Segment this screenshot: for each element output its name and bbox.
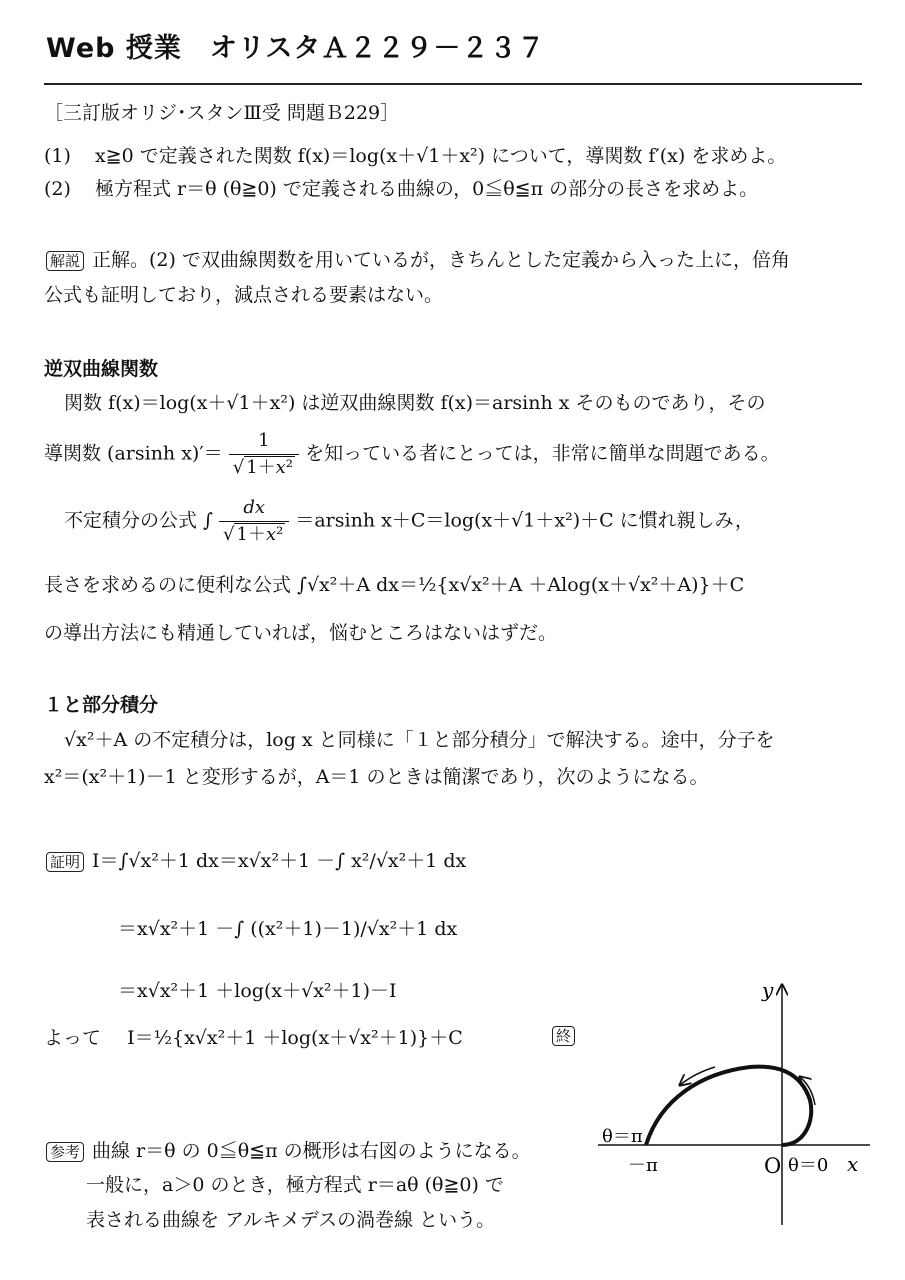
sec1-line-3a: 不定積分の公式 ∫ [64,509,213,532]
proof-eq-2: ＝x√x²＋1 －∫ ((x²＋1)－1)/√x²＋1 dx [118,918,458,940]
sec1-line-2b: を知っている者にとっては，非常に簡単な問題である。 [305,442,780,465]
problem-source: ［三訂版オリジ･スタンⅢ受 問題Ｂ229］ [44,102,400,124]
page-title: Web 授業 オリスタＡ２２９－２３７ [46,33,546,64]
y-axis-label: y [762,978,774,1002]
section-heading-arsinh: 逆双曲線関数 [44,358,159,380]
proof-yotte: よって [44,1027,102,1049]
sec1-line-3b: ＝arsinh x＋C＝log(x＋√1＋x²)＋C に慣れ親しみ， [295,509,754,532]
proof-eq-1: I＝∫√x²＋1 dx＝x√x²＋1 －∫ x²/√x²＋1 dx [92,850,467,872]
sec1-line-5: の導出方法にも精通していれば，悩むところはないはずだ。 [44,622,558,644]
kaisetsu-label: 解説 [46,251,84,271]
theta-zero-label: θ＝0 [788,1155,829,1176]
x-axis-label: x [847,1152,859,1176]
sanko-line-3: 表される曲線を アルキメデスの渦巻線 という。 [86,1209,496,1231]
spiral-curve [646,1067,811,1145]
sec1-line-2 [44,428,780,481]
sec2-line-2: x²＝(x²＋1)－1 と変形するが，A＝1 のときは簡潔であり，次のようになる。 [44,766,709,788]
problem-1-number: (1) [44,145,71,167]
proof-eq-4: I＝½{x√x²＋1 ＋log(x＋√x²＋1)}＋C [127,1027,463,1049]
theta-pi-label: θ＝π [602,1126,643,1147]
problem-2-text: 極方程式 r＝θ (θ≧0) で定義される曲線の，0≦θ≦π の部分の長さを求めよ。 [94,178,759,200]
sec1-line-3 [64,495,754,548]
proof-eq-3: ＝x√x²＋1 ＋log(x＋√x²＋1)－I [118,980,397,1002]
proof-line-1 [46,848,466,874]
derivative-fraction: $\frac{1}{\text{√ 1＋x²}}$ [229,428,299,481]
sanko-label: 参考 [46,1142,84,1162]
sec1-line-4: 長さを求めるのに便利な公式 ∫√x²＋A dx＝½{x√x²＋A ＋Alog(x＋√x²＋A)}＋C [44,574,745,596]
proof-line-4 [44,1025,463,1051]
problem-2-number: (2) [44,178,71,200]
origin-label: O [764,1154,782,1178]
sanko-line-2: 一般に，a＞0 のとき，極方程式 r＝aθ (θ≧0) で [86,1174,504,1196]
sanko-line-1 [46,1138,531,1164]
kaisetsu-line-1 [46,247,790,273]
problem-1-text: x≧0 で定義された関数 f(x)＝log(x＋√1＋x²) について，導関数 f′(x) を求めよ。 [94,145,787,167]
sanko-text-1: 曲線 r＝θ の 0≦θ≦π の概形は右図のようになる。 [92,1140,531,1162]
integral-fraction: $\frac{dx}{\text{√ 1＋x²}}$ [219,495,289,548]
title-divider [44,83,862,85]
kaisetsu-text-1: 正解。(2) で双曲線関数を用いているが，きちんとした定義から入った上に，倍角 [92,249,790,271]
problem-1 [44,143,786,169]
sec1-line-2a: 導関数 (arsinh x)′＝ [44,442,223,465]
sec1-line-1: 関数 f(x)＝log(x＋√1＋x²) は逆双曲線関数 f(x)＝arsinh x そのものであり，その [64,392,766,414]
kaisetsu-line-2: 公式も証明しており，減点される要素はない。 [44,284,444,306]
section-heading-partial-integration: １と部分積分 [44,694,159,716]
proof-end-mark: 終 [552,1026,583,1046]
sec2-line-1: √x²＋A の不定積分は，log x と同様に「１と部分積分」で解決する。途中，分子を [64,729,775,751]
proof-label: 証明 [46,852,84,872]
problem-2 [44,176,758,202]
neg-pi-label: －π [628,1155,658,1176]
spiral-figure [590,975,890,1235]
